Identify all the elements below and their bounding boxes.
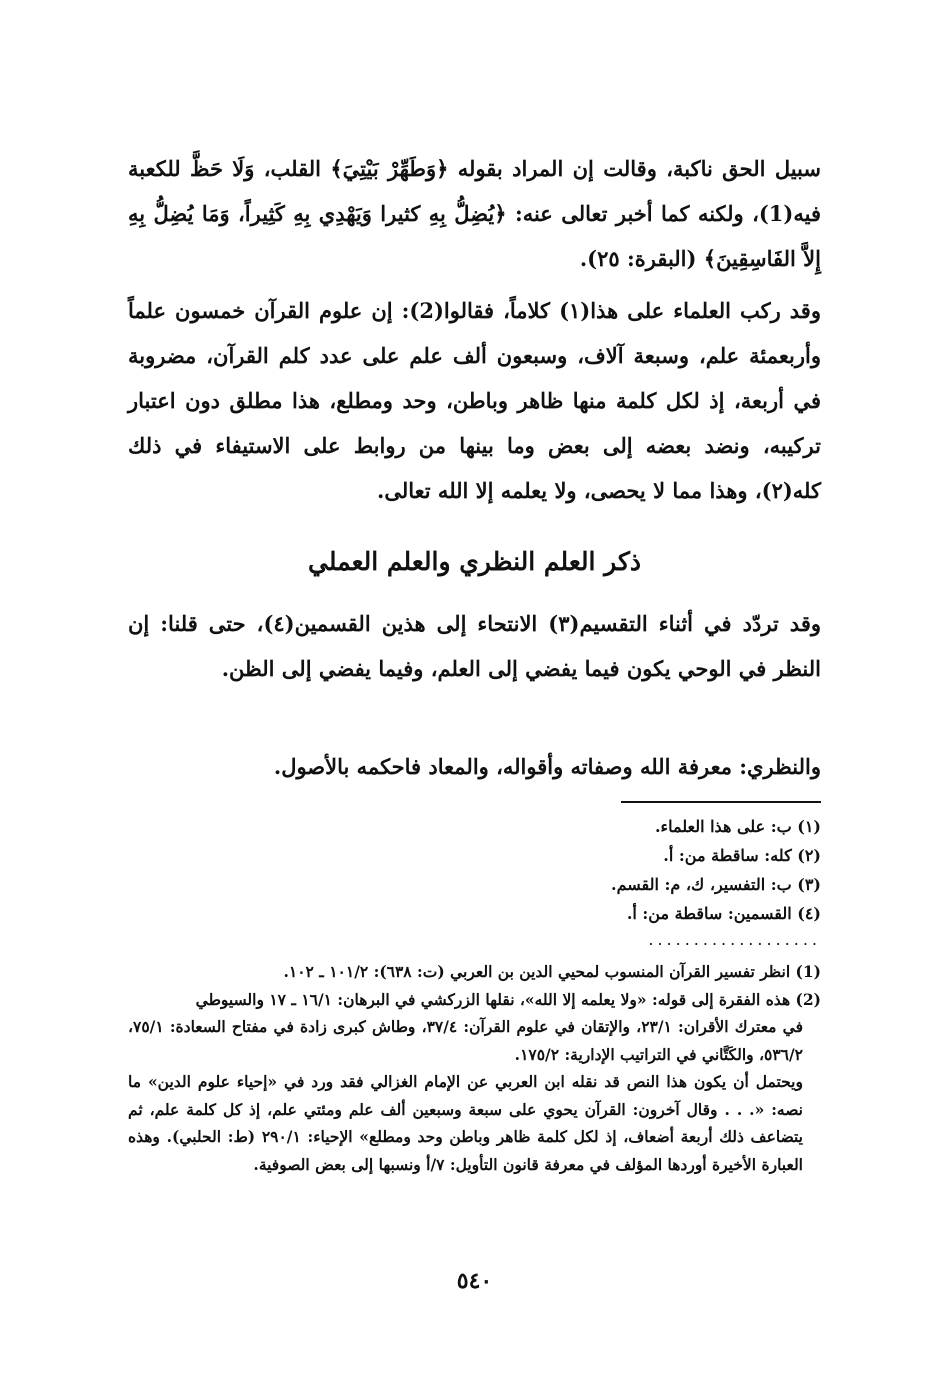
footnote-item: (١) ب: على هذا العلماء. bbox=[654, 817, 821, 836]
manuscript-footnotes bbox=[128, 812, 821, 928]
footnote-item: (٤) القسمين: ساقطة من: أ. bbox=[626, 904, 821, 923]
body-paragraph-3: وقد تردّد في أثناء التقسيم(٣) الانتحاء إلى هذين القسمين(٤)، حتى قلنا: إن النظر في الوحي يكون فيما يفضي إلى العلم، وفيما يفضي إلى الظن. bbox=[128, 611, 822, 681]
body-paragraph-4: والنظري: معرفة الله وصفاته وأقواله، والمعاد فاحكمه بالأصول. bbox=[273, 754, 821, 779]
footnote-item: (٣) ب: التفسير، ك، م: القسم. bbox=[611, 875, 821, 894]
body-paragraph-2: وقد ركب العلماء على هذا(١) كلاماً، فقالوا(2): إن علوم القرآن خمسون علماً وأربعمئة علم، وسبعة آلاف، وسبعون ألف علم على عدد كلم القرآن، مضروبة في أربعة، إذ لكل كلمة منها ظاهر وباطن، وحد ومطلع، هذا مطلق دون اعتبار تركيبه، ونضد بعضه إلى بعض وما بينها من روابط على الاستيفاء في ذلك كله(٢)، وهذا مما لا يحصى، ولا يعلمه إلا الله تعالى. bbox=[128, 298, 821, 503]
endnote-continuation: ويحتمل أن يكون هذا النص قد نقله ابن العربي عن الإمام الغزالي فقد ورد في «إحياء علوم الدين» ما نصه: «. . . وقال آخرون: القرآن يحوي على سبعة وسبعين ألف علم ومئتي علم، إذ كل كلمة علم، ثم يتضاعف ذلك أربعة أضعاف، إذ لكل كلمة ظاهر وباطن وحد ومطلع» الإحياء: ٢٩٠/١ (ط: الحلبي). وهذه العبارة الأخيرة أوردها المؤلف في معرفة قانون التأويل: ٧/أ ونسبها إلى بعض الصوفية. bbox=[128, 1072, 803, 1174]
endnote-item: (1) انظر تفسير القرآن المنسوب لمحيي الدين بن العربي (ت: ٦٣٨): ١٠١/٢ ـ ١٠٢. bbox=[283, 962, 821, 981]
section-heading: ذكر العلم النظري والعلم العملي bbox=[308, 547, 641, 576]
page-number: ٥٤٠ bbox=[456, 1268, 493, 1294]
body-paragraph-1: سبيل الحق ناكبة، وقالت إن المراد بقوله ﴿وَطَهِّرْ بَيْتِيَ﴾ القلب، وَلَا حَظَّ للكعبة فيه(1)، ولكنه كما أخبر تعالى عنه: ﴿يُضِلُّ بِهِ كثيرا وَيَهْدِي بِهِ كَثِيراً، وَمَا يُضِلُّ بِهِ إِلاَّ الفَاسِقِينَ﴾ (البقرة: ٢٥). bbox=[128, 156, 821, 271]
editor-endnotes bbox=[128, 958, 821, 1178]
endnote-continuation: في معترك الأقران: ٢٣/١، والإتقان في علوم القرآن: ٣٧/٤، وطاش كبرى زادة في مفتاح السعادة: ٧٥/١، ٥٣٦/٢، والكَتَّاني في التراتيب الإدارية: ١٧٥/٢. bbox=[128, 1017, 803, 1064]
footnote-item: (٢) كله: ساقطة من: أ. bbox=[663, 846, 821, 865]
endnote-item: (2) هذه الفقرة إلى قوله: «ولا يعلمه إلا الله»، نقلها الزركشي في البرهان: ١٦/١ ـ ١٧ والسيوطي bbox=[195, 989, 821, 1009]
dotted-separator: ................... bbox=[648, 930, 821, 949]
footnote-separator-line bbox=[621, 801, 821, 803]
